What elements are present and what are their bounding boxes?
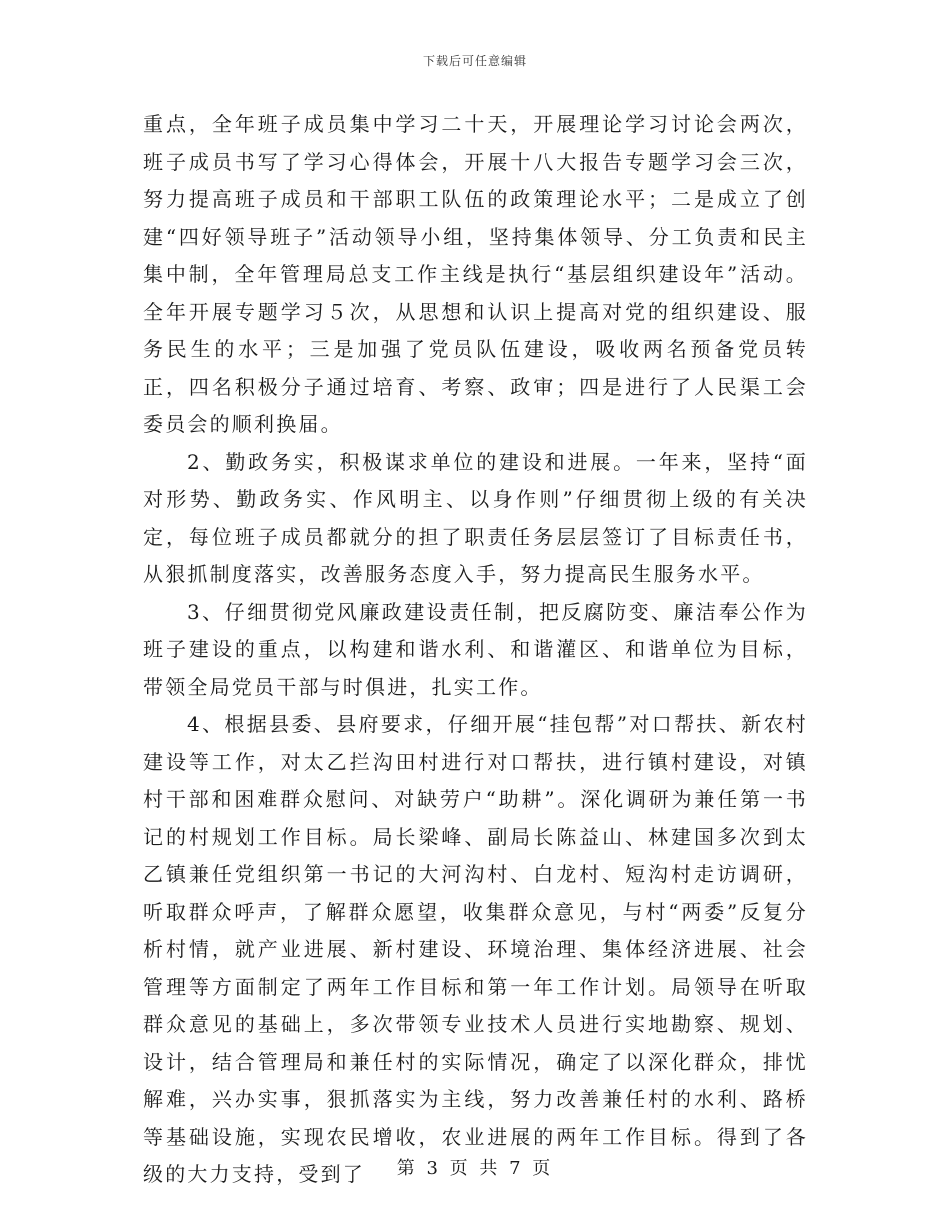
paragraph-continuation: 重点，全年班子成员集中学习二十天，开展理论学习讨论会两次，班子成员书写了学习心得体会，开展十八大报告专题学习会三次，努力提高班子成员和干部职工队伍的政策理论水平；二是成立了创建“四好领导班子”活动领导小组，坚持集体领导、分工负责和民主集中制，全年管理局总支工作主线是执行“基层组织建设年”活动。全年开展专题学习５次，从思想和认识上提高对党的组织建设、服务民生的水平；三是加强了党员队伍建设，吸收两名预备党员转正，四名积极分子通过培育、考察、政审；四是进行了人民渠工会委员会的顺利换届。	[143, 112, 808, 436]
page-number-footer: 第 3 页 共 7 页	[396, 1158, 554, 1179]
page-header: 下载后可任意编辑	[422, 54, 527, 68]
paragraph-item-3: 3、仔细贯彻党风廉政建设责任制，把反腐防变、廉洁奉公作为班子建设的重点，以构建和谐水利、和谐灌区、和谐单位为目标，带领全局党员干部与时俱进，扎实工作。	[143, 599, 808, 699]
paragraph-item-2: 2、勤政务实，积极谋求单位的建设和进展。一年来，坚持“面对形势、勤政务实、作风明主、以身作则”仔细贯彻上级的有关决定，每位班子成员都就分的担了职责任务层层签订了目标责任书，从狠抓制度落实，改善服务态度入手，努力提高民生服务水平。	[143, 449, 808, 586]
paragraph-item-4: 4、根据县委、县府要求，仔细开展“挂包帮”对口帮扶、新农村建设等工作，对太乙拦沟田村进行对口帮扶，进行镇村建设，对镇村干部和困难群众慰问、对缺劳户“助耕”。深化调研为兼任第一书记的村规划工作目标。局长梁峰、副局长陈益山、林建国多次到太乙镇兼任党组织第一书记的大河沟村、白龙村、短沟村走访调研，听取群众呼声，了解群众愿望，收集群众意见，与村“两委”反复分析村情，就产业进展、新村建设、环境治理、集体经济进展、社会管理等方面制定了两年工作目标和第一年工作计划。局领导在听取群众意见的基础上，多次带领专业技术人员进行实地勘察、规划、设计，结合管理局和兼任村的实际情况，确定了以深化群众，排忧解难，兴办实事，狠抓落实为主线，努力改善兼任村的水利、路桥等基础设施，实现农民增收，农业进展的两年工作目标。得到了各级的大力支持，受到了	[143, 712, 808, 1186]
document-body	[143, 106, 808, 1194]
